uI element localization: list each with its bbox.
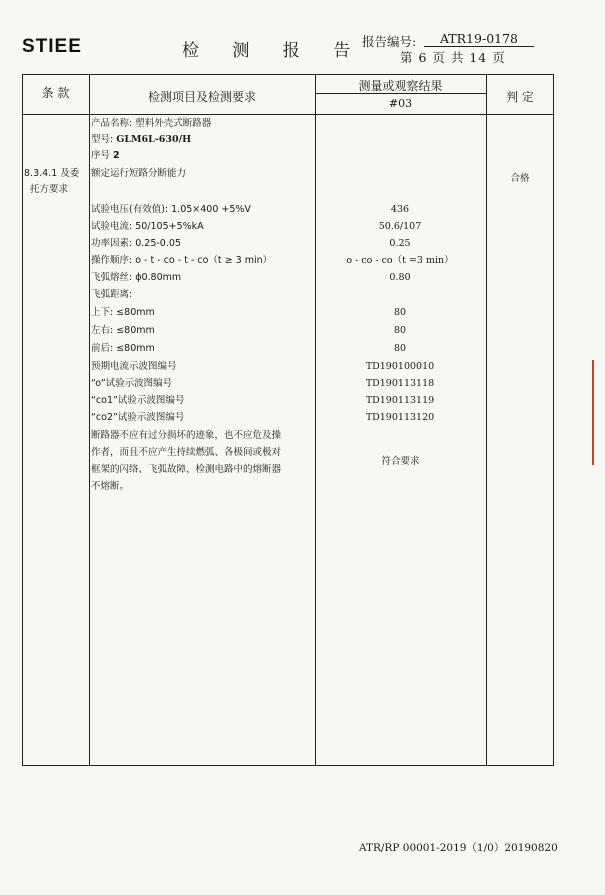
header-sample-no: #03 — [388, 97, 413, 110]
param-value: TD190113118 — [365, 378, 435, 389]
param-label: “co1”试验示波图编号 — [91, 395, 185, 406]
param-value: 80 — [393, 307, 407, 318]
col-divider-1 — [89, 74, 90, 766]
requirement-line: 不熔断。 — [91, 481, 130, 492]
param-label: 功率因素: 0.25-0.05 — [91, 238, 181, 249]
param-label: 试验电压(有效值): 1.05×400 +5%V — [91, 204, 251, 215]
param-label: 试验电流: 50/105+5%kA — [91, 221, 204, 232]
param-value: 436 — [390, 204, 410, 215]
clause-line-2: 托方要求 — [30, 184, 69, 195]
model-row — [91, 132, 191, 148]
report-number-label: 报告编号: — [362, 34, 417, 49]
param-value: o - co - co（t =3 min） — [346, 255, 454, 266]
param-label: “co2”试验示波图编号 — [91, 412, 185, 423]
serial-label: 序号 — [91, 150, 114, 161]
param-value: TD190113119 — [365, 395, 435, 406]
document-title: 检 测 报 告 — [182, 41, 365, 61]
rated-capacity: 额定运行短路分断能力 — [91, 168, 187, 179]
param-label: 左右: ≤80mm — [91, 325, 155, 336]
requirement-line: 断路器不应有过分损坏的迹象，也不应危及操 — [91, 430, 282, 441]
verdict: 合格 — [510, 173, 530, 184]
form-code-footer: ATR/RP 00001-2019（1/0）20190820 — [359, 842, 558, 854]
serial-row — [91, 148, 120, 164]
param-label: 操作顺序: o - t - co - t - co（t ≥ 3 min） — [91, 255, 273, 266]
header-clause: 条 款 — [41, 86, 70, 100]
param-value: TD190100010 — [365, 361, 435, 372]
page-info: 第 6 页 共 14 页 — [400, 50, 506, 65]
param-value: 0.80 — [389, 272, 411, 283]
param-label: 上下: ≤80mm — [91, 307, 155, 318]
param-label: “o”试验示波图编号 — [91, 378, 173, 389]
header-item: 检测项目及检测要求 — [147, 90, 256, 104]
param-value: TD190113120 — [365, 412, 435, 423]
param-value: 80 — [393, 343, 407, 354]
seal-stamp — [592, 360, 605, 465]
param-value: 0.25 — [389, 238, 411, 249]
param-value: 80 — [393, 325, 407, 336]
company-logo: STIEE — [22, 36, 82, 57]
requirement-line: 框架的闪络、飞弧故障、检测电路中的熔断器 — [91, 464, 282, 475]
header-row-divider — [22, 114, 554, 115]
param-label: 前后: ≤80mm — [91, 343, 155, 354]
header-result: 测量或观察结果 — [358, 79, 443, 93]
requirement-line: 作者，而且不应产生持续燃弧、各极间或极对 — [91, 447, 282, 458]
param-label: 预期电流示波图编号 — [91, 361, 177, 372]
report-number: ATR19-0178 — [424, 32, 534, 47]
requirement-result: 符合要求 — [381, 456, 420, 467]
param-label: 飞弧熔丝: ɸ0.80mm — [91, 272, 182, 283]
model-value: GLM6L-630/H — [116, 134, 192, 145]
model-label: 型号: — [91, 134, 117, 145]
header-verdict: 判 定 — [506, 90, 534, 104]
param-label: 飞弧距离: — [91, 289, 133, 300]
serial-value: 2 — [113, 150, 120, 161]
product-name: 产品名称: 塑料外壳式断路器 — [91, 118, 212, 129]
clause-line-1: 8.3.4.1 及委 — [24, 168, 80, 179]
param-value: 50.6/107 — [378, 221, 422, 232]
